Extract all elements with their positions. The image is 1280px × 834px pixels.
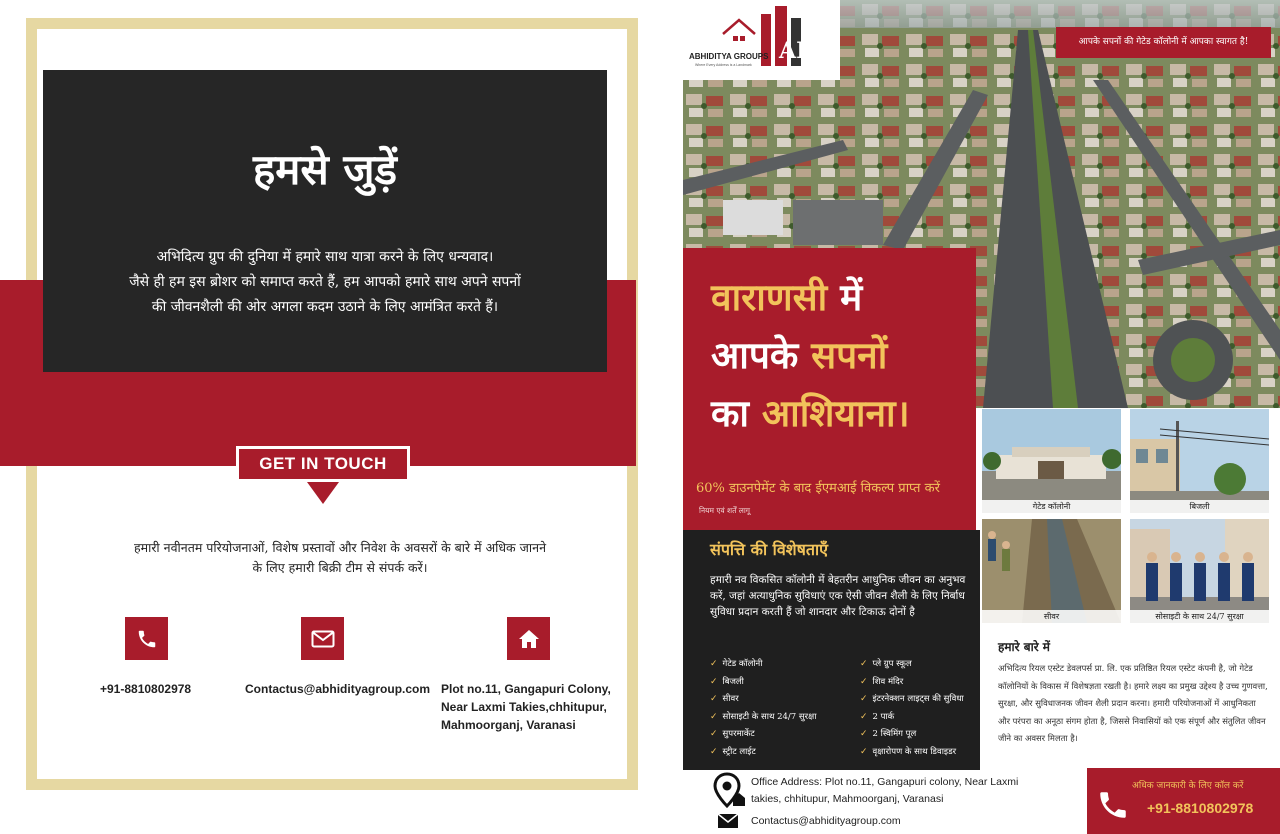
- email-link[interactable]: Contactus@abhidityagroup.com: [751, 815, 901, 827]
- features-title: संपत्ति की विशेषताएँ: [710, 540, 828, 559]
- check-icon: ✓: [710, 659, 718, 669]
- logo-tagline: Where Every Address is a Landmark: [695, 63, 752, 67]
- intro-text: अभिदित्य ग्रुप की दुनिया में हमारे साथ यात्रा करने के लिए धन्यवाद। जैसे ही हम इस ब्रोशर को समाप्त करते हैं, हम आपको हमारे साथ अपने सपनों की जीवनशैली की ओर अगला कदम उठाने के लिए आमंत्रित करते हैं।: [129, 249, 521, 315]
- list-item: ✓ प्ले ग्रुप स्कूल: [860, 659, 912, 669]
- about-title: हमारे बारे में: [998, 640, 1050, 654]
- list-item: ✓ सुपरमार्केट: [710, 729, 755, 739]
- home-icon[interactable]: [507, 617, 550, 660]
- brochure-page: [683, 0, 1280, 834]
- contact-description: हमारी नवीनतम परियोजनाओं, विशेष प्रस्तावों और निवेश के अवसरों के बारे में अधिक जानने के लिए हमारी बिक्री टीम से संपर्क करें।: [133, 540, 547, 575]
- list-item: ✓ वृक्षारोपण के साथ डिवाइडर: [860, 746, 957, 757]
- call-label: अधिक जानकारी के लिए कॉल करें: [1132, 781, 1244, 791]
- features-list-right: [860, 658, 964, 763]
- list-item: ✓ स्ट्रीट लाईट: [710, 746, 756, 757]
- thumb-gated-colony: [982, 409, 1121, 513]
- check-icon: ✓: [710, 729, 718, 739]
- emi-offer: 60% डाउनपेमेंट के बाद ईएमआई विकल्प प्राप्त करें: [696, 481, 940, 496]
- logo-text: ABHIDITYA GROUPS: [689, 52, 769, 61]
- thumb-security: [1130, 519, 1269, 623]
- email-link[interactable]: Contactus@abhidityagroup.com: [245, 682, 431, 696]
- get-in-touch-banner: [236, 446, 410, 504]
- hero-headline: वाराणसी में आपके सपनों का आशियाना।: [711, 275, 910, 435]
- company-logo: [683, 0, 840, 80]
- phone-icon[interactable]: [125, 617, 168, 660]
- check-icon: ✓: [710, 711, 718, 722]
- phone-icon[interactable]: [1096, 788, 1130, 826]
- get-in-touch-label: GET IN TOUCH: [236, 446, 410, 482]
- thumb-caption: बिजली: [1130, 500, 1269, 513]
- check-icon: ✓: [860, 746, 868, 757]
- location-pin-icon: [713, 772, 747, 812]
- list-item: ✓ सीवर: [710, 694, 739, 704]
- down-arrow-icon: [307, 482, 339, 504]
- list-item: ✓ शिव मंदिर: [860, 676, 904, 687]
- features-panel: [683, 530, 980, 770]
- about-text: अभिदित्य रियल एस्टेट डेवलपर्स प्रा. लि. एक प्रतिष्ठित रियल एस्टेट कंपनी है, जो गेटेड कॉलोनियों के विकास में विशेषज्ञता रखती है। हमारे लक्ष्य का प्रमुख उद्देश्य है उच्च गुणवत्ता, सुरक्षा, और सुविधाजनक जीवन शैली प्रदान करना। हमारी परियोजनाओं में आधुनिकता और परंपरा का अनूठा संगम होता है, जिससे निवासियों को एक संपूर्ण और संतुलित जीवन जीने का अवसर मिलता है।: [998, 663, 1268, 743]
- thumb-caption: गेटेड कॉलोनी: [982, 500, 1121, 513]
- thumb-caption: सीवर: [982, 610, 1121, 623]
- thumb-electricity: [1130, 409, 1269, 513]
- check-icon: ✓: [860, 711, 868, 722]
- page-title: हमसे जुड़ें: [252, 145, 398, 194]
- check-icon: ✓: [710, 676, 718, 687]
- list-item: ✓ 2 स्विमिंग पूल: [860, 729, 917, 739]
- office-address: Office Address: Plot no.11, Gangapuri colony, Near Laxmi takies, chhitupur, Mahmoorganj, Varanasi: [751, 776, 1019, 805]
- check-icon: ✓: [710, 694, 718, 704]
- check-icon: ✓: [860, 659, 868, 669]
- call-number[interactable]: +91-8810802978: [1147, 800, 1254, 816]
- address: Plot no.11, Gangapuri Colony, Near Laxmi Takies,chhitupur, Mahmoorganj, Varanasi: [441, 682, 611, 732]
- check-icon: ✓: [860, 729, 868, 739]
- check-icon: ✓: [860, 676, 868, 687]
- envelope-icon[interactable]: [301, 617, 344, 660]
- thumb-caption: सोसाइटी के साथ 24/7 सुरक्षा: [1130, 610, 1269, 623]
- call-panel: [1087, 768, 1280, 834]
- envelope-icon: [717, 813, 739, 833]
- list-item: ✓ इंटरनेक्शन लाइट्स की सुविधा: [860, 694, 964, 704]
- welcome-banner: आपके सपनों की गेटेड कॉलोनी में आपका स्वागत है!: [1056, 27, 1271, 58]
- list-item: ✓ बिजली: [710, 676, 744, 687]
- list-item: ✓ 2 पार्क: [860, 711, 895, 722]
- terms-note: नियम एवं शर्तें लागू: [699, 506, 751, 515]
- list-item: ✓ सोसाइटी के साथ 24/7 सुरक्षा: [710, 711, 817, 722]
- check-icon: ✓: [710, 746, 718, 757]
- thumb-sewer: [982, 519, 1121, 623]
- hero-panel: [683, 248, 976, 530]
- check-icon: ✓: [860, 694, 868, 704]
- features-text: हमारी नव विकसित कॉलोनी में बेहतरीन आधुनिक जीवन का अनुभव करें, जहां अत्याधुनिक सुविधाएं एक ऐसी जीवन शैली के लिए निर्बाध सुविधा प्रदान करती हैं जो शानदार और टिकाऊ दोनों है: [710, 574, 966, 618]
- heading-box: [43, 70, 607, 372]
- list-item: ✓ गेटेड कॉलोनी: [710, 659, 763, 669]
- svg-text:AB: AB: [779, 38, 815, 64]
- features-list-left: [710, 658, 816, 763]
- phone-number[interactable]: +91-8810802978: [100, 682, 192, 696]
